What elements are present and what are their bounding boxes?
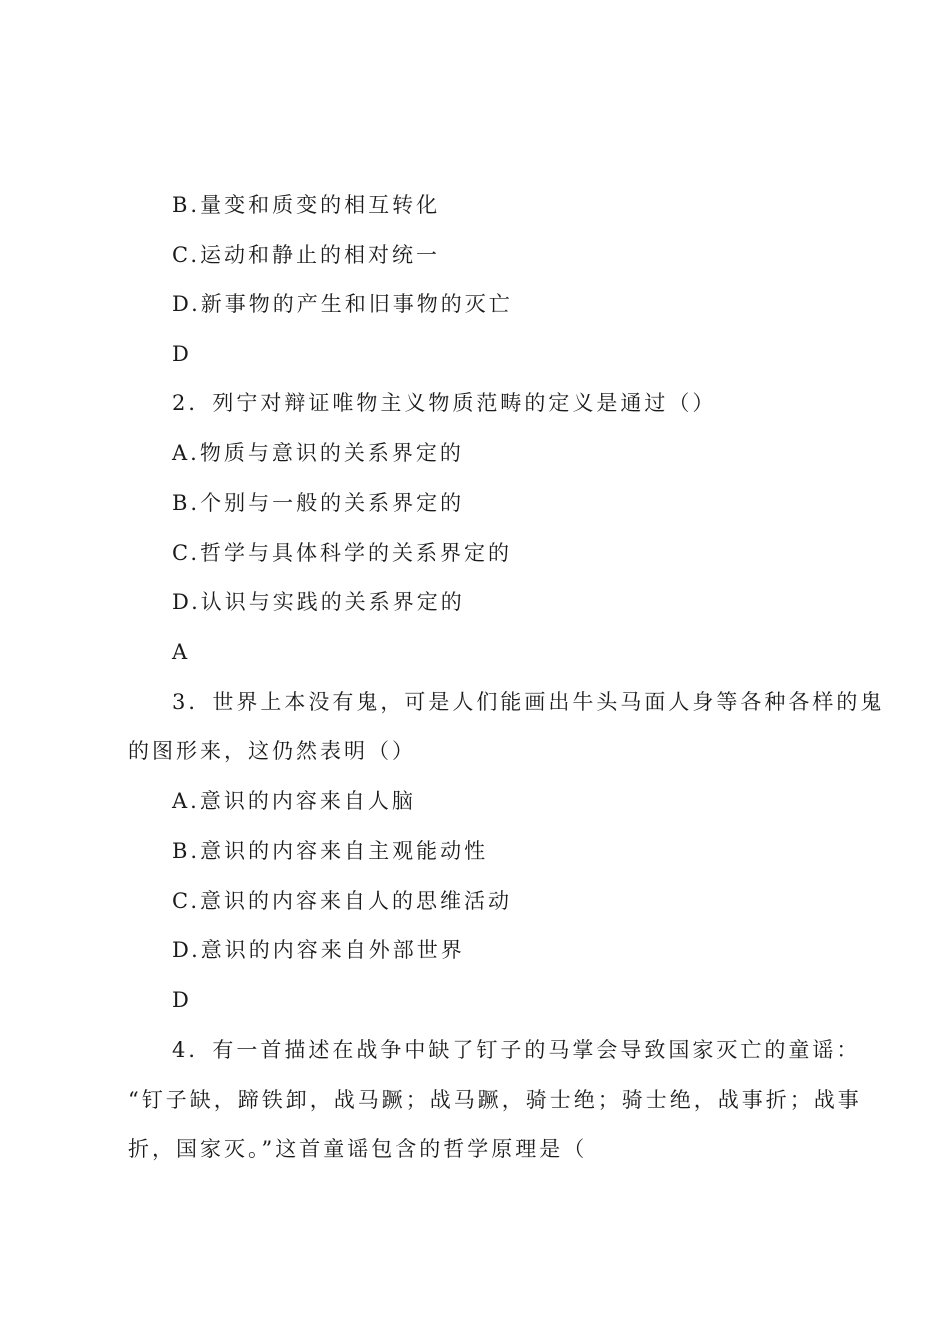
q3-option-c: C.意识的内容来自人的思维活动 — [172, 889, 512, 913]
q2-stem: 2．列宁对辩证唯物主义物质范畴的定义是通过（） — [172, 391, 717, 415]
q1-option-c: C.运动和静止的相对统一 — [172, 243, 440, 267]
q2-option-a: A.物质与意识的关系界定的 — [172, 441, 464, 465]
q1-answer: D — [172, 342, 192, 366]
q2-answer: A — [172, 640, 191, 664]
q3-stem-line1: 3．世界上本没有鬼，可是人们能画出牛头马面人身等各种各样的鬼 — [172, 690, 885, 714]
q3-option-a: A.意识的内容来自人脑 — [172, 789, 416, 813]
q2-option-c: C.哲学与具体科学的关系界定的 — [172, 541, 512, 565]
q3-stem-line2: 的图形来，这仍然表明（） — [128, 739, 416, 763]
q2-option-d: D.认识与实践的关系界定的 — [172, 590, 465, 614]
q3-option-b: B.意识的内容来自主观能动性 — [172, 839, 489, 863]
q3-option-d: D.意识的内容来自外部世界 — [172, 938, 465, 962]
q1-option-d: D.新事物的产生和旧事物的灭亡 — [172, 292, 513, 316]
q4-stem-line2: “钉子缺，蹄铁卸，战马蹶；战马蹶，骑士绝；骑士绝，战事折；战事 — [128, 1088, 862, 1112]
q3-answer: D — [172, 988, 192, 1012]
q1-option-b: B.量变和质变的相互转化 — [172, 193, 441, 217]
q2-option-b: B.个别与一般的关系界定的 — [172, 491, 465, 515]
q4-stem-line1: 4．有一首描述在战争中缺了钉子的马掌会导致国家灭亡的童谣： — [172, 1038, 861, 1062]
q4-stem-line3: 折，国家灭。”这首童谣包含的哲学原理是（ — [128, 1137, 588, 1161]
